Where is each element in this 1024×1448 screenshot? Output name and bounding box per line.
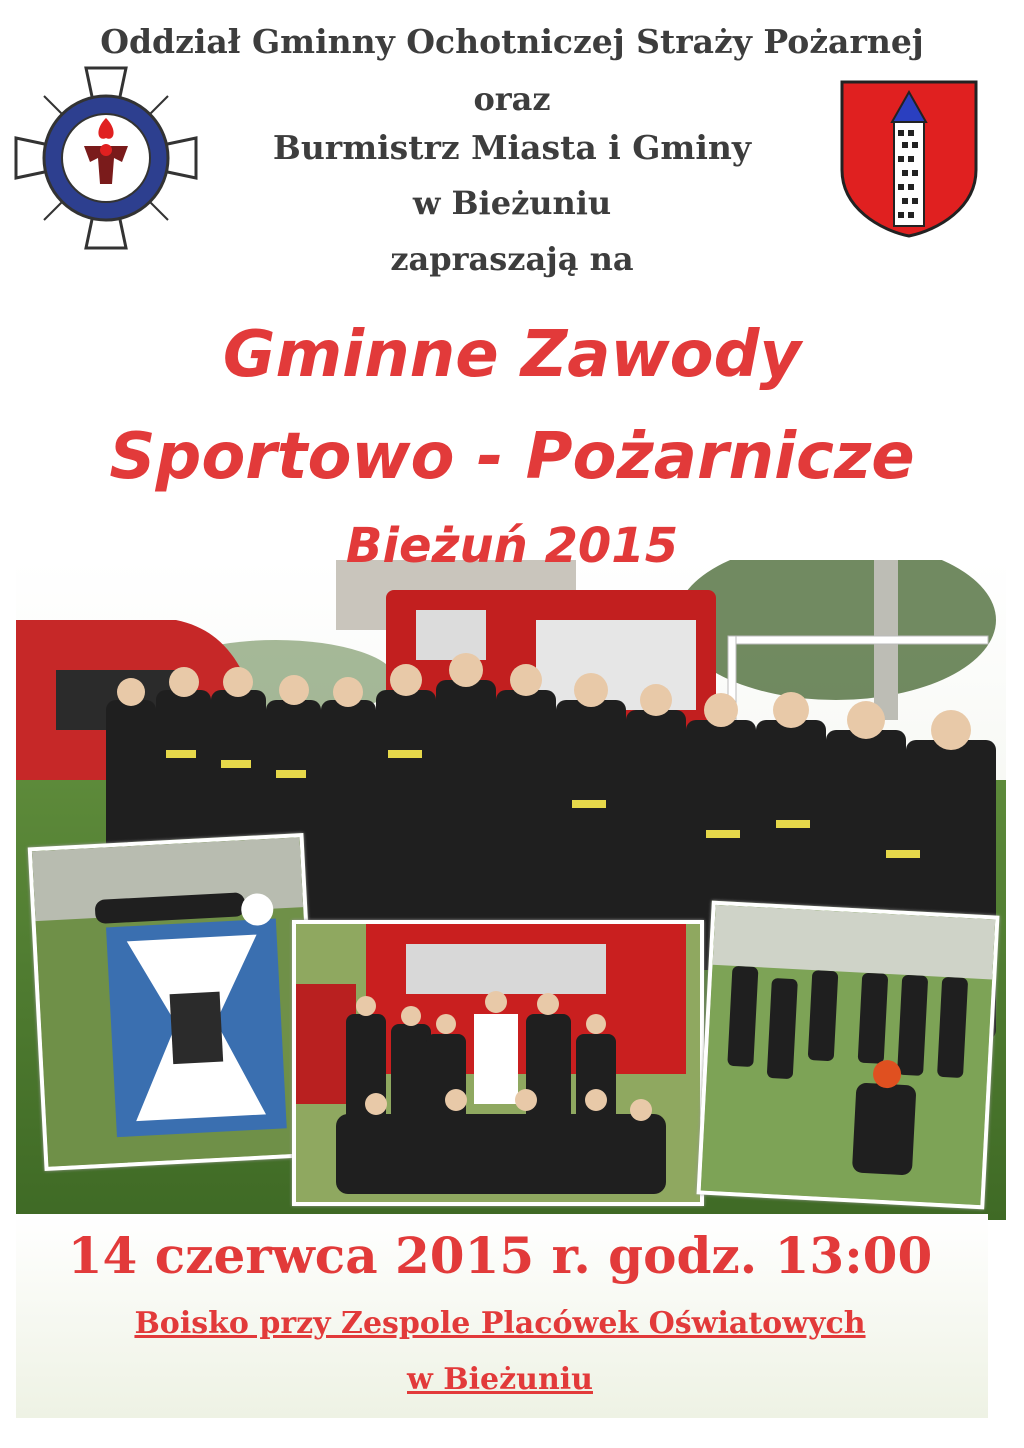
organizer-line-4: w Bieżuniu (412, 184, 612, 222)
organizer-line-2: oraz (473, 80, 551, 118)
town-crest (838, 78, 980, 238)
organizer-line-5: zapraszają na (390, 240, 634, 278)
fire-brigade-logo (14, 66, 198, 250)
inset-photo-team-trophies (292, 920, 704, 1206)
organizer-line-1: Oddział Gminny Ochotniczej Straży Pożarnej (100, 22, 924, 61)
organizer-line-3: Burmistrz Miasta i Gminy (272, 128, 752, 167)
event-location-line-1: Boisko przy Zespole Placówek Oświatowych (134, 1306, 866, 1341)
inset-photo-competition (697, 901, 1000, 1210)
event-title-line-2: Sportowo - Pożarnicze (109, 420, 915, 494)
event-title-line-1: Gminne Zawody (222, 318, 802, 392)
inset-photo-obstacle (28, 833, 321, 1171)
event-date: 14 czerwca 2015 r. godz. 13:00 (67, 1226, 933, 1285)
event-title-line-3: Bieżuń 2015 (345, 518, 679, 574)
event-location-line-2: w Bieżuniu (407, 1362, 593, 1397)
